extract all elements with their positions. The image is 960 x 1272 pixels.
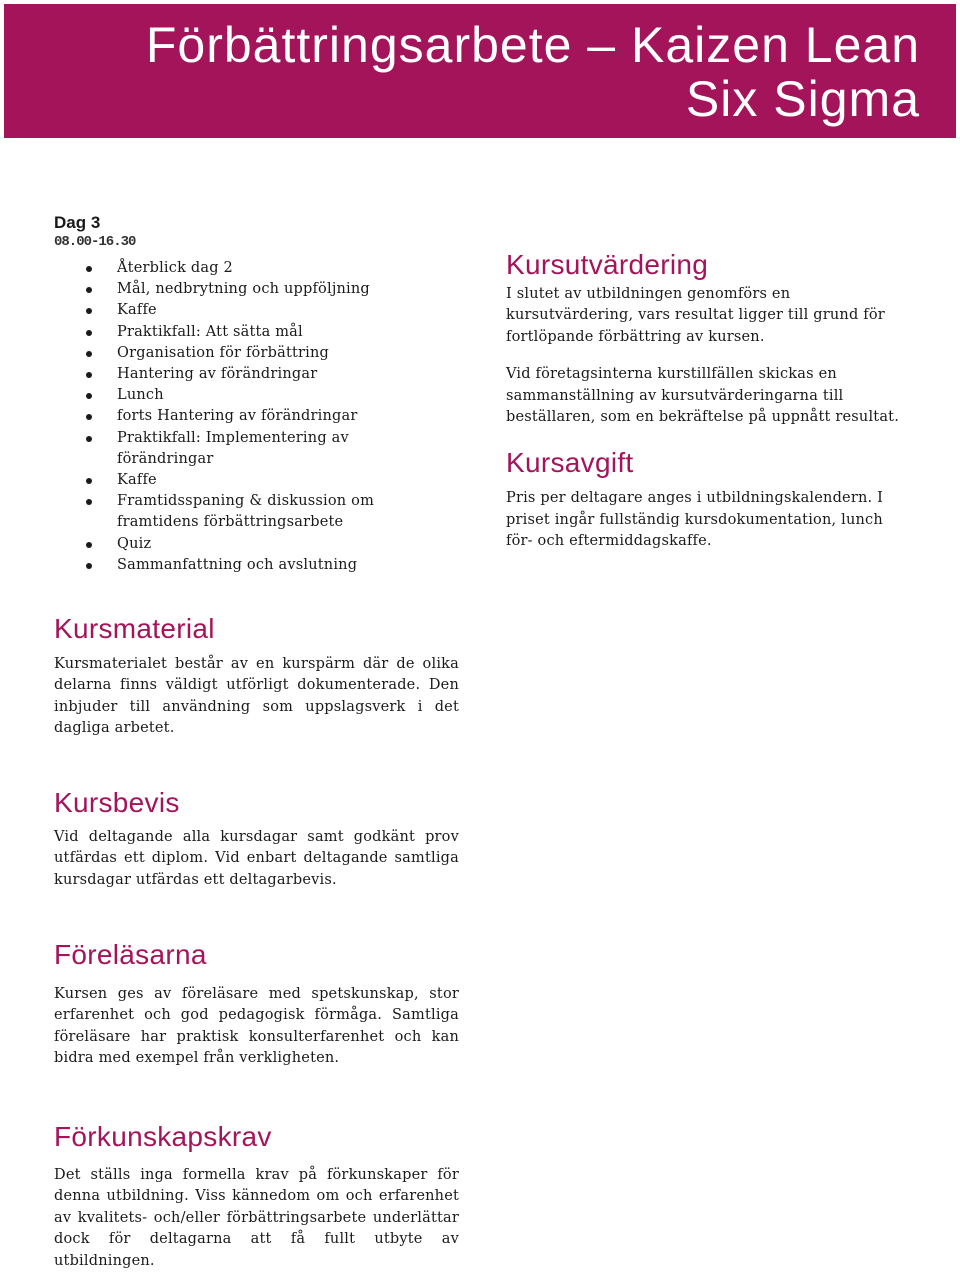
kursutvardering-heading: Kursutvärdering — [506, 249, 709, 280]
bullet-icon — [86, 563, 92, 569]
kursmaterial-section — [54, 612, 459, 740]
bullet-icon — [86, 499, 92, 505]
day-heading: Dag 3 — [54, 213, 101, 232]
forelasarna-text: Kursen ges av föreläsare med spetskunskap, stor erfarenhet och god pedagogisk förmåga. Samtliga föreläsare har praktisk konsulterfarenhet och kan bidra med exempel från verkligheten. — [54, 986, 459, 1067]
agenda-item: forts Hantering av förändringar — [117, 406, 459, 427]
agenda-list — [54, 258, 459, 576]
agenda-item: Återblick dag 2 — [117, 258, 459, 279]
kursbevis-text: Vid deltagande alla kursdagar samt godkänt prov utfärdas ett diplom. Vid enbart deltagande samtliga kursdagar utfärdas ett deltagarbevis. — [54, 829, 459, 888]
left-column — [54, 212, 459, 576]
agenda-item: Hantering av förändringar — [117, 364, 459, 385]
forelasarna-section — [54, 938, 459, 1070]
kursmaterial-text: Kursmaterialet består av en kurspärm där de olika delarna finns väldigt utförligt dokumenterade. Den inbjuder till användning som uppslagsverk i det dagliga arbetet. — [54, 656, 459, 737]
kursutvardering-text-1: I slutet av utbildningen genomförs en kursutvärdering, vars resultat ligger till grund för fortlöpande förbättring av kursen. — [506, 286, 885, 345]
forkunskapskrav-text: Det ställs inga formella krav på förkunskaper för denna utbildning. Viss kännedom om och erfarenhet av kvalitets- och/eller förbättringsarbete underlättar dock för deltagarna att få fullt utbyte av utbildningen. — [54, 1167, 459, 1269]
forkunskapskrav-section — [54, 1120, 459, 1272]
kursbevis-heading: Kursbevis — [54, 787, 180, 818]
page-title — [146, 18, 920, 126]
bullet-icon — [86, 266, 92, 272]
forkunskapskrav-heading: Förkunskapskrav — [54, 1121, 272, 1152]
agenda-item: Praktikfall: Att sätta mål — [117, 322, 459, 343]
kursbevis-section — [54, 786, 459, 891]
agenda-item: Sammanfattning och avslutning — [117, 555, 459, 576]
forelasarna-heading: Föreläsarna — [54, 939, 207, 970]
bullet-icon — [86, 436, 92, 442]
kursavgift-heading: Kursavgift — [506, 447, 634, 479]
right-column — [506, 248, 906, 553]
agenda-item: Kaffe — [117, 470, 459, 491]
bullet-icon — [86, 393, 92, 399]
agenda-item: Quiz — [117, 534, 459, 555]
kursmaterial-heading: Kursmaterial — [54, 613, 215, 644]
agenda-item: Organisation för förbättring — [117, 343, 459, 364]
agenda-item: Mål, nedbrytning och uppföljning — [117, 279, 459, 300]
bullet-icon — [86, 308, 92, 314]
bullet-icon — [86, 478, 92, 484]
kursutvardering-section — [506, 248, 906, 428]
bullet-icon — [86, 542, 92, 548]
kursutvardering-text-2: Vid företagsinterna kurstillfällen skickas en sammanställning av kursutvärderingarna till beställaren, som en bekräftelse på uppnått resultat. — [506, 366, 900, 426]
page-title-line-1: Förbättringsarbete – Kaizen Lean — [145, 17, 920, 73]
title-banner — [4, 4, 956, 138]
agenda-item: Praktikfall: Implementering av förändringar — [117, 428, 367, 470]
bullet-icon — [86, 372, 92, 378]
kursavgift-section — [506, 446, 906, 552]
agenda-item: Lunch — [117, 385, 459, 406]
day-time: 08.00-16.30 — [54, 234, 136, 250]
bullet-icon — [86, 330, 92, 336]
agenda-item: Kaffe — [117, 300, 459, 321]
kursavgift-text: Pris per deltagare anges i utbildningskalendern. I priset ingår fullständig kursdokumentation, lunch för- och eftermiddagskaffe. — [506, 490, 884, 550]
bullet-icon — [86, 414, 92, 420]
bullet-icon — [86, 287, 92, 293]
page-title-line-2: Six Sigma — [685, 71, 920, 127]
bullet-icon — [86, 351, 92, 357]
agenda-item: Framtidsspaning & diskussion om framtidens förbättringsarbete — [117, 491, 392, 533]
